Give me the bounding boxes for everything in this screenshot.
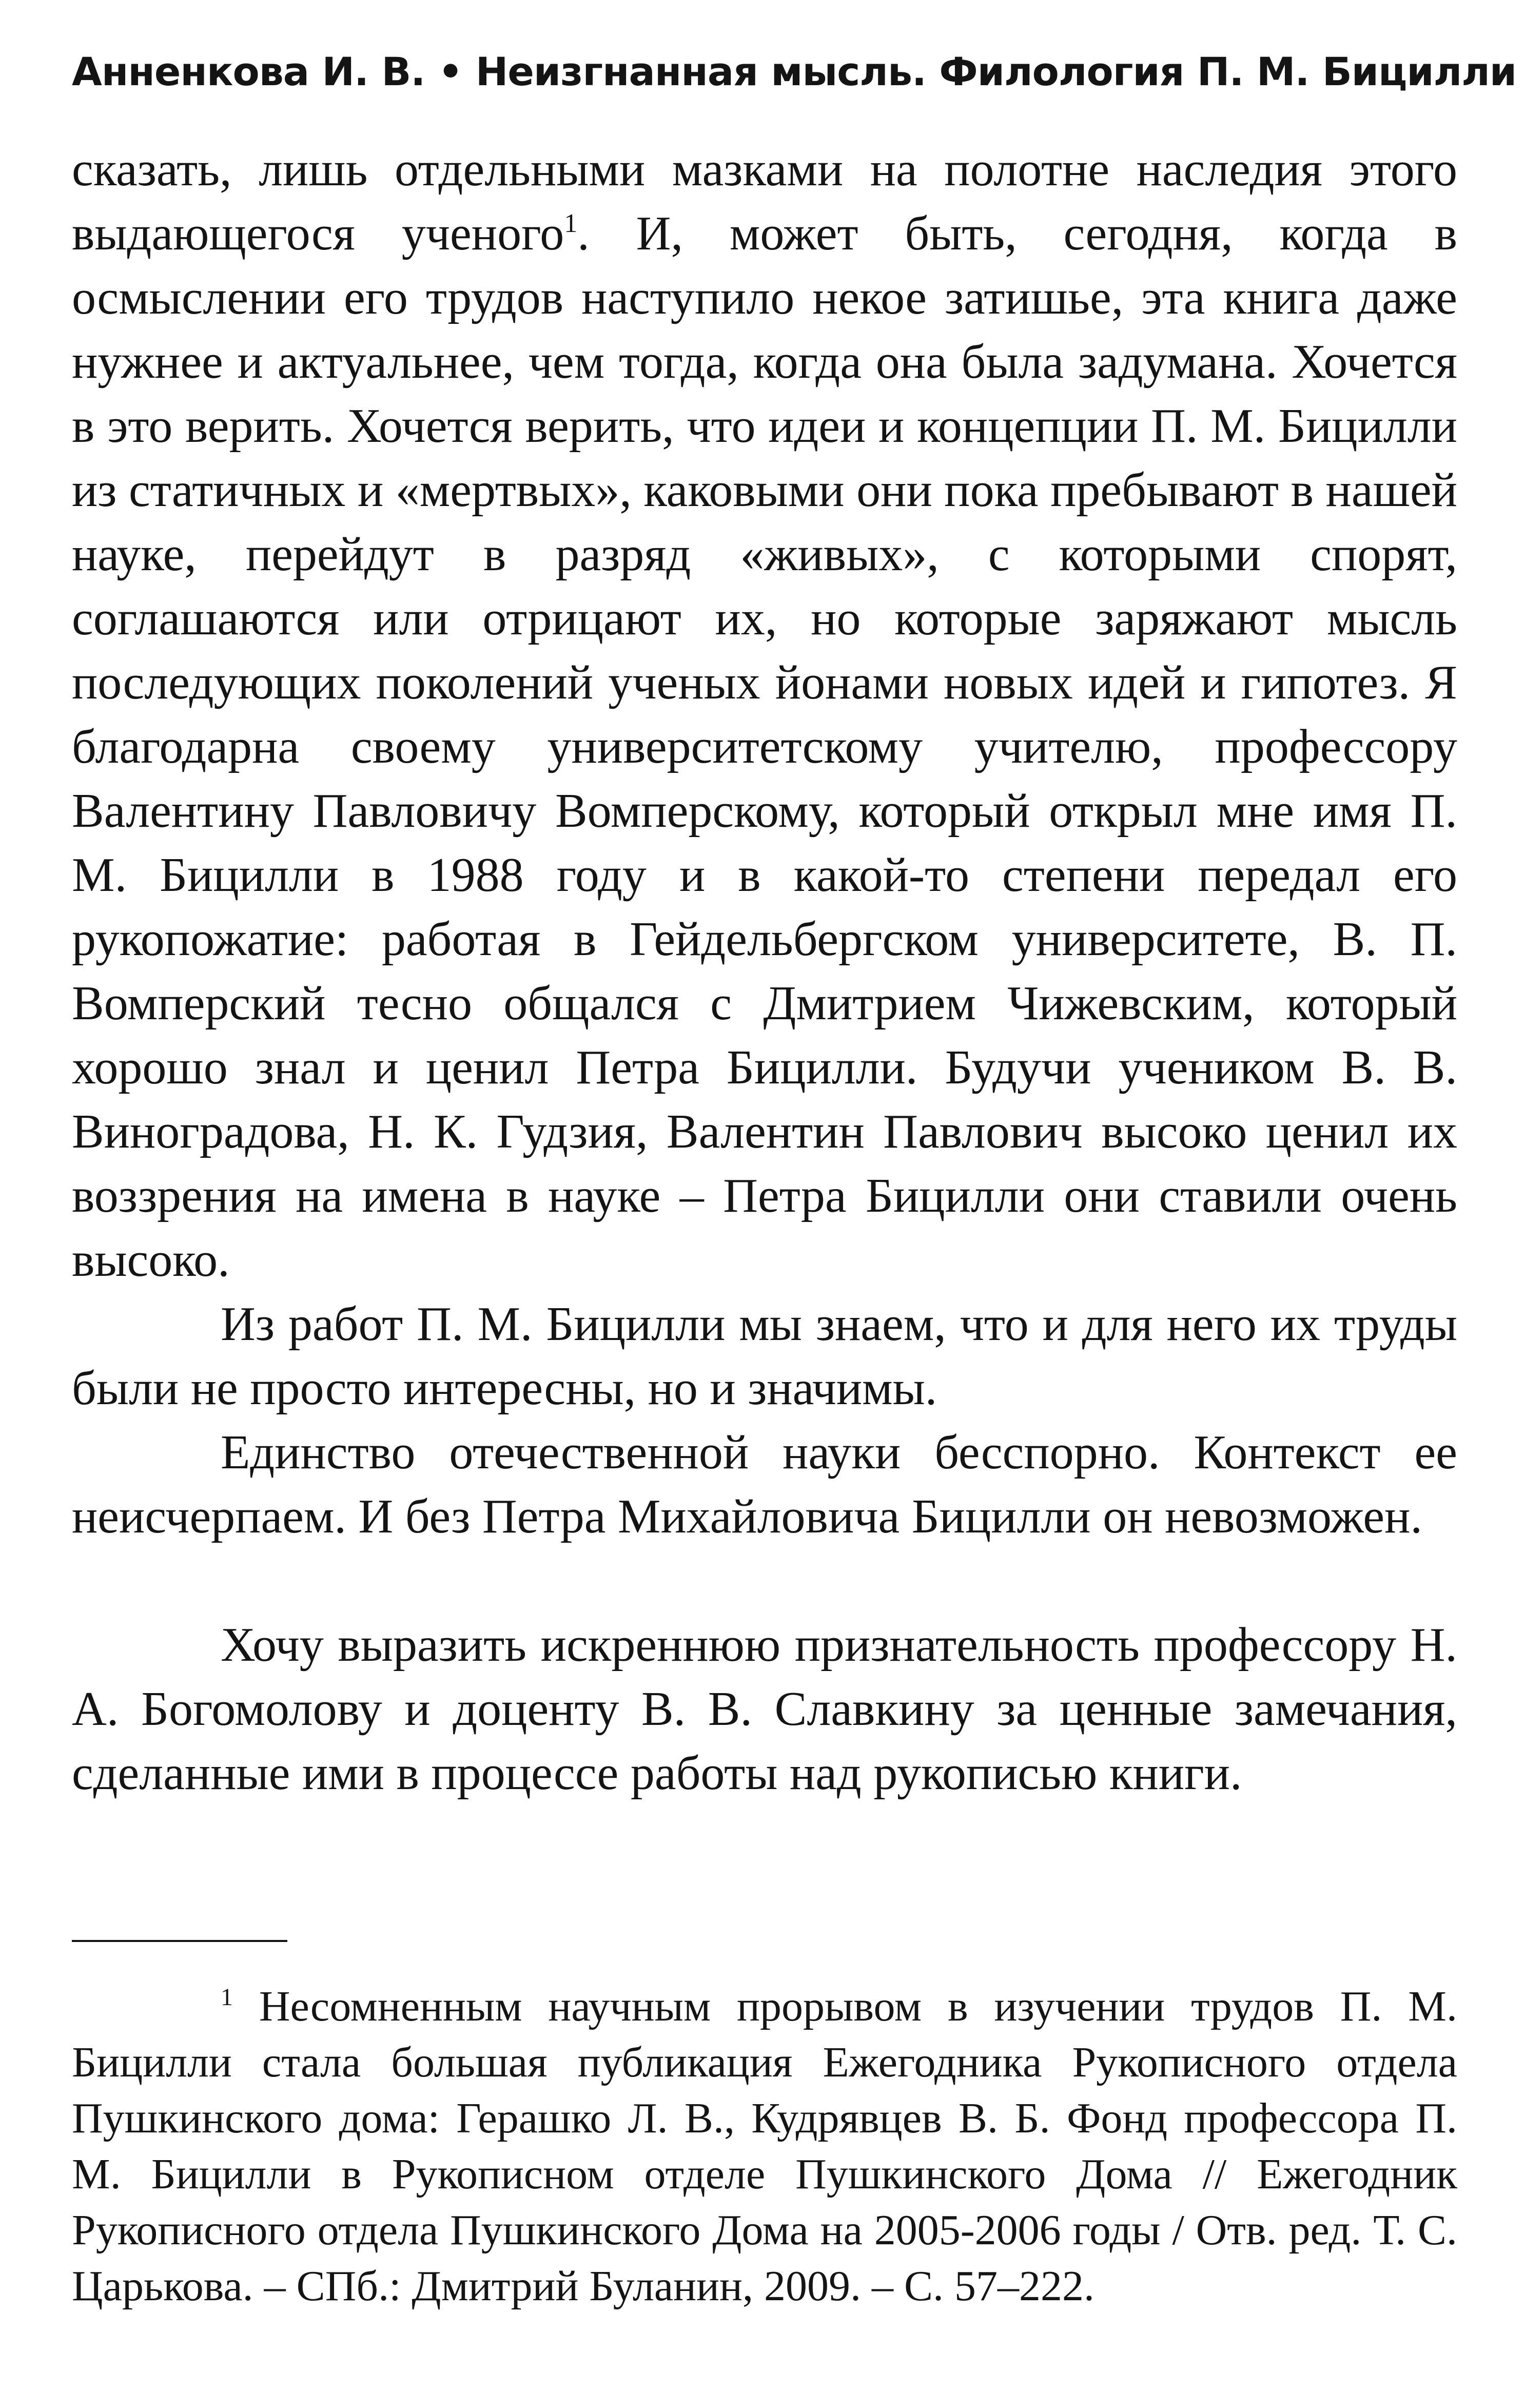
footnote-divider — [72, 1940, 287, 1942]
footnote-reference[interactable]: 1 — [564, 209, 578, 238]
paragraph-2: Из работ П. М. Бицилли мы знаем, что и для него их труды были не просто интересны, но и значимы. — [72, 1297, 1457, 1415]
paragraph-1-start: сказать, лишь отдельными мазками на полотне наследия этого выдающегося ученого — [72, 143, 1457, 260]
main-text — [72, 138, 1457, 1805]
footnote — [72, 1978, 1457, 2314]
footnote-text: Несомненным научным прорывом в изучении трудов П. М. Бицилли стала большая публикация Ежегодника Рукописного отдела Пушкинского дома: Герашко Л. В., Кудрявцев В. Б. Фонд профессора П. М. Бицилли в Рукописном отделе Пушкинского Дома // Ежегодник Рукописного отдела Пушкинского Дома на 2005-2006 годы / Отв. ред. Т. С. Царькова. – СПб.: Дмитрий Буланин, 2009. – С. 57–222. — [72, 1983, 1457, 2310]
paragraph-3: Единство отечественной науки бесспорно. Контекст ее неисчерпаем. И без Петра Михайловича Бицилли он невозможен. — [72, 1426, 1457, 1543]
running-title: Анненкова И. В. • Неизгнанная мысль. Филология П. М. Бицилли — [72, 49, 1517, 94]
footnote-marker: 1 — [221, 1984, 233, 2011]
paragraph-1-rest: . И, может быть, сегодня, когда в осмыслении его трудов наступило некое затишье, эта книга даже нужнее и актуальнее, чем тогда, когда она была задумана. Хочется в это верить. Хочется верить, что идеи и концепции П. М. Бицилли из статичных и «мертвых», каковыми они пока пребывают в нашей науке, перейдут в разряд «живых», с которыми спорят, соглашаются или отрицают их, но которые заряжают мысль последующих поколений ученых йонами новых идей и гипотез. Я благодарна своему университетскому учителю, профессору Валентину Павловичу Вомперскому, который открыл мне имя П. М. Бицилли в 1988 году и в какой-то степени передал его рукопожатие: работая в Гейдельбергском университете, В. П. Вомперский тесно общался с Дмитрием Чижевским, который хорошо знал и ценил Петра Бицилли. Будучи учеником В. В. Виноградова, Н. К. Гудзия, Валентин Павлович высоко ценил их воззрения на имена в науке – Петра Бицилли они ставили очень высоко. — [72, 207, 1457, 1287]
paragraph-1 — [72, 138, 1457, 1292]
acknowledgement-paragraph: Хочу выразить искреннюю признательность профессору Н. А. Богомолову и доценту В. В. Славкину за ценные замечания, сделанные ими в процессе работы над рукописью книги. — [72, 1618, 1457, 1800]
